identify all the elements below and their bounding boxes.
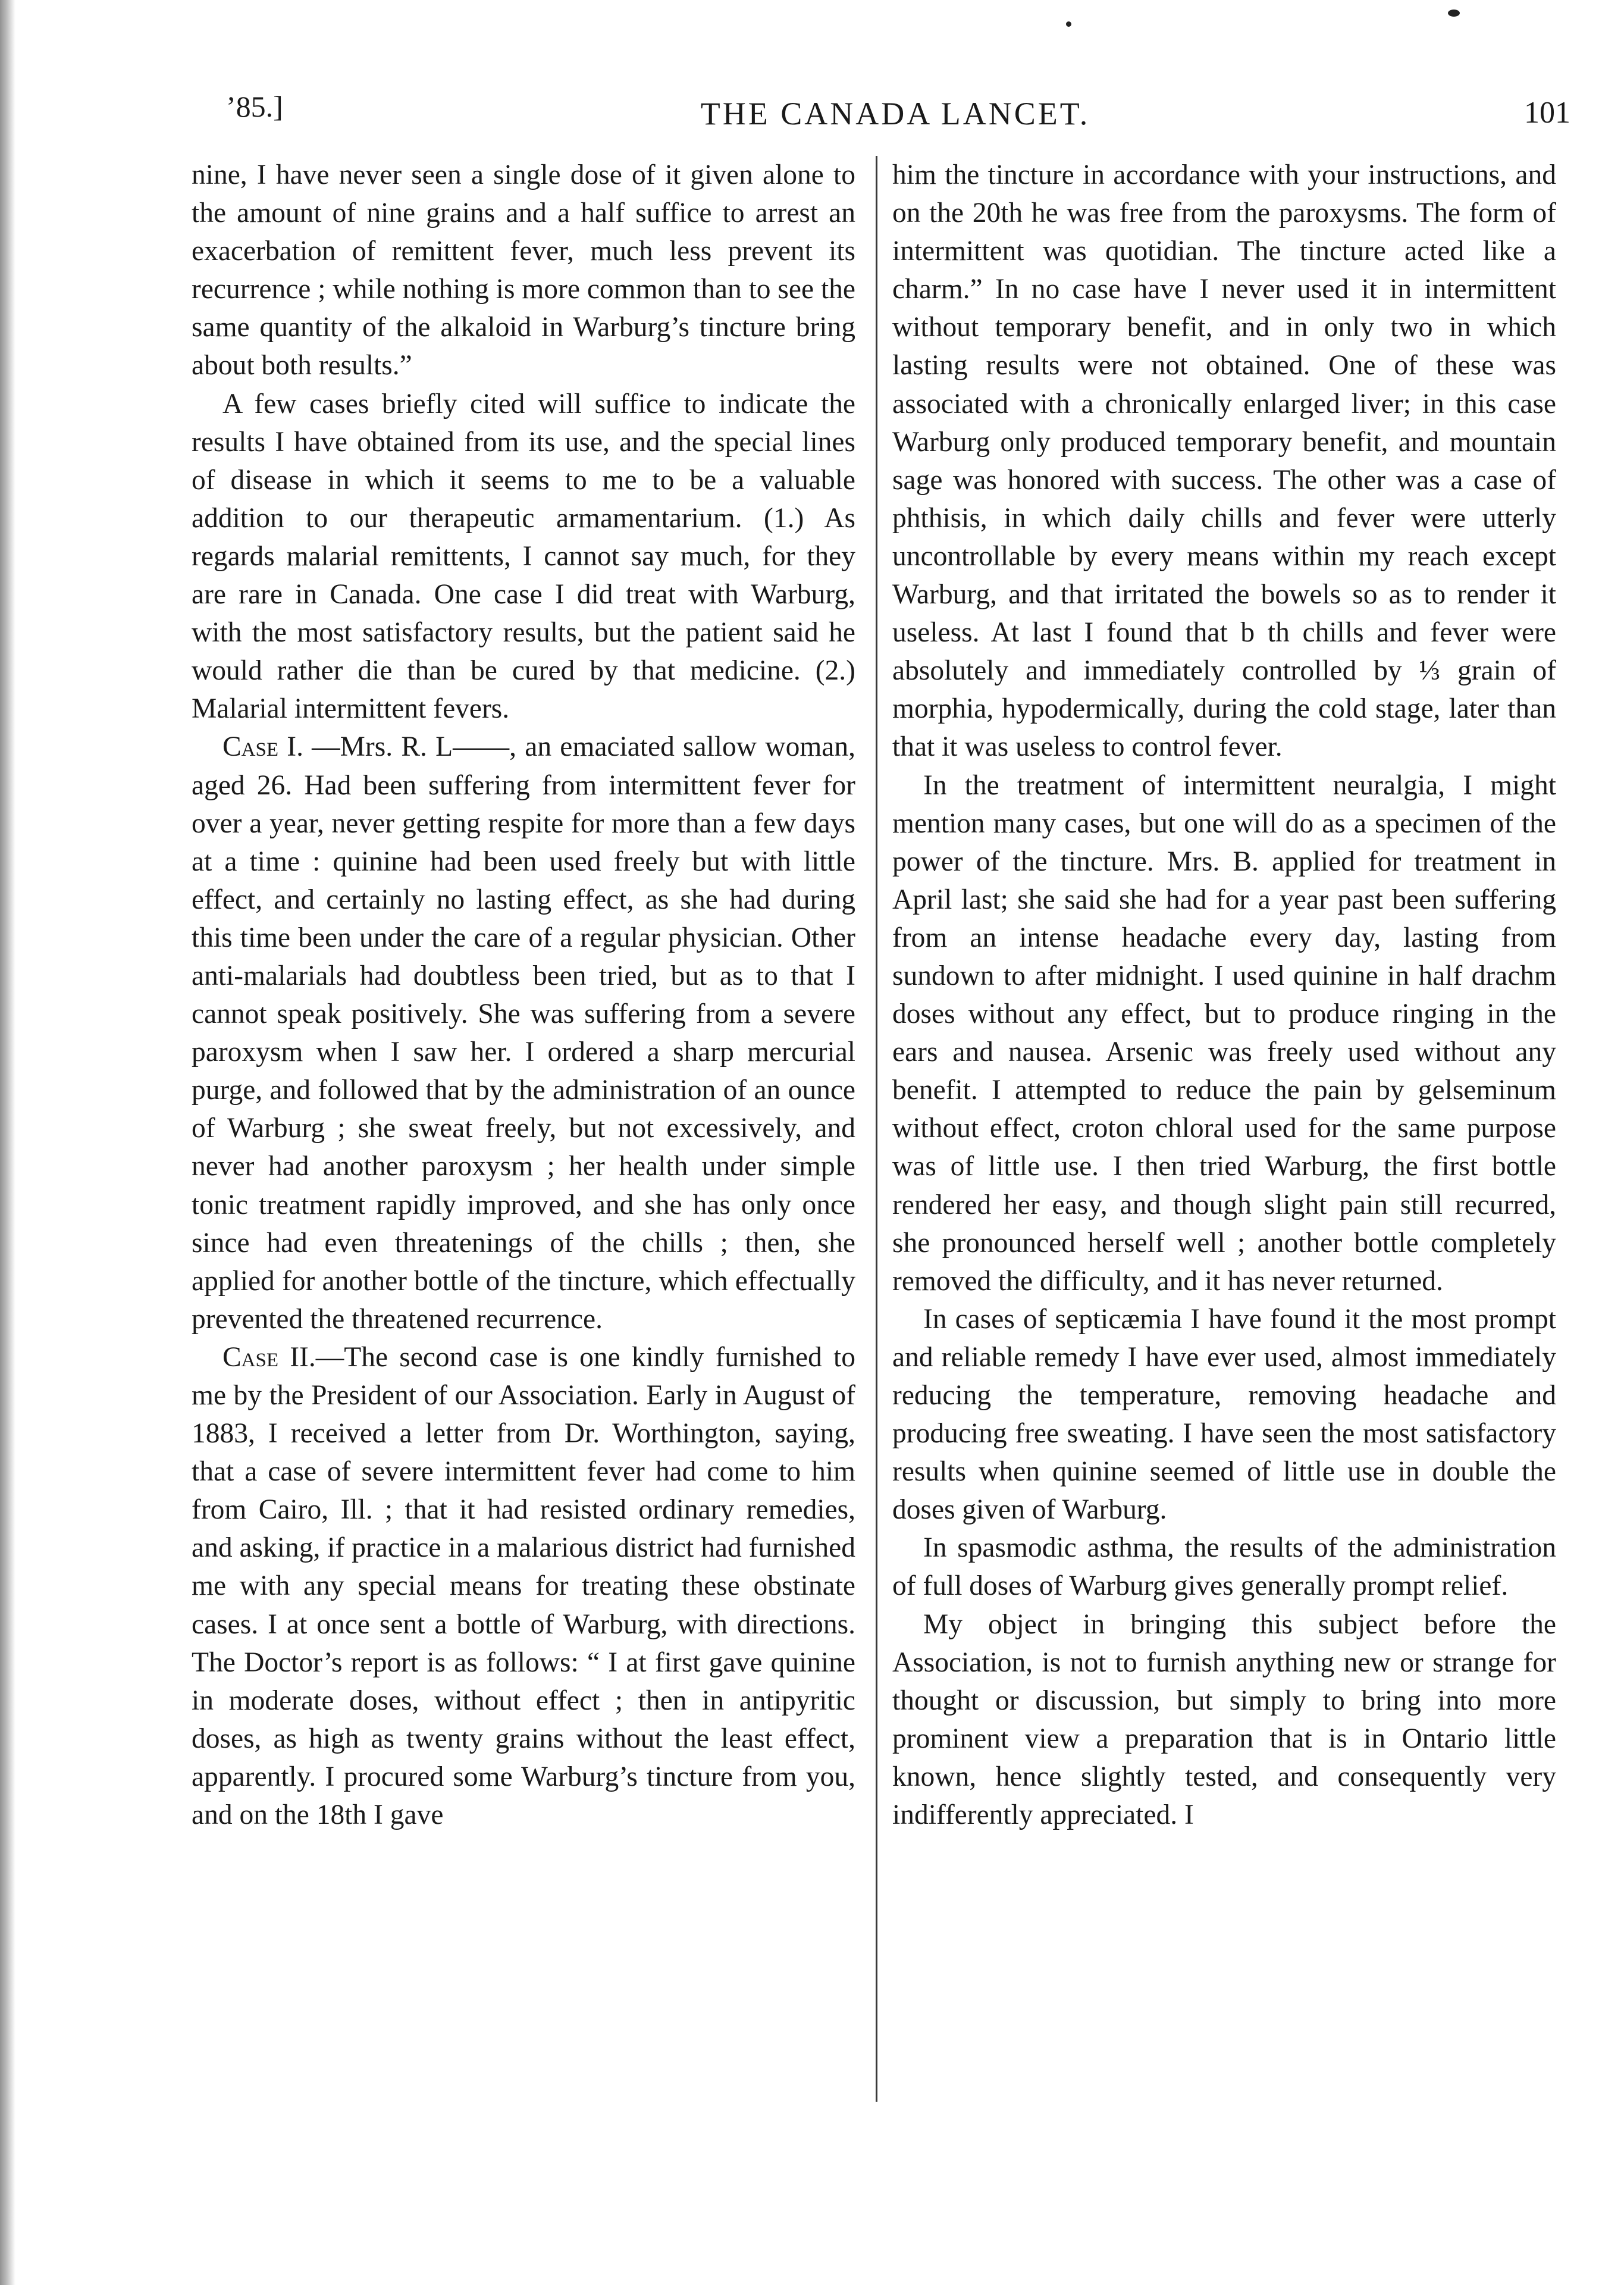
- page-number: 101: [1524, 96, 1570, 130]
- paragraph: My object in bringing this subject before the Association, is not to furnish anything new or strange for thought or discussion, but simply to bring into more prominent view a preparation that is in Ontario little known, hence slightly tested, and consequently very indifferently appreciated. I: [892, 1608, 1556, 1831]
- ink-speck: [1066, 21, 1071, 27]
- paragraph: In cases of septicæmia I have found it the most prompt and reliable remedy I have ever used, almost immediately reducing the temperature, removing headache and producing free sweating. I have seen the most satisfactory results when quinine seemed of little use in double the doses given of Warburg.: [892, 1303, 1556, 1526]
- right-column: [892, 156, 1556, 2179]
- case-two-paragraph: [192, 1338, 855, 1834]
- case-label: Case I.: [222, 731, 303, 763]
- journal-title: THE CANADA LANCET.: [700, 96, 1090, 132]
- running-header: [220, 89, 1570, 143]
- left-column: [192, 156, 855, 2179]
- case-text: —The second case is one kindly furnished to me by the President of our Association. Early in August of 1883, I received a letter from Dr. Worthington, saying, that a case of severe intermittent fever had come to him from Cairo, Ill. ; that it had resisted ordinary remedies, and asking, if practice in a malarious district had furnished me with any special means for treating these obstinate cases. I at once sent a bottle of Warburg, with directions. The Doctor’s report is as follows: “ I at first gave quinine in moderate doses, without effect ; then in antipyritic doses, as high as twenty grains without the least effect, apparently. I procured some Warburg’s tincture from you, and on the 18th I gave: [192, 1341, 855, 1831]
- column-divider: [876, 156, 877, 2102]
- ink-speck: [1448, 10, 1460, 17]
- paragraph: A few cases briefly cited will suffice to indicate the results I have obtained from its use, and the special lines of disease in which it seems to me to be a valuable addition to our therapeutic armamentarium. (1.) As regards malarial remittents, I cannot say much, for they are rare in Canada. One case I did treat with Warburg, with the most satisfactory results, but the patient said he would rather die than be cured by that medicine. (2.) Malarial intermittent fevers.: [192, 388, 855, 725]
- case-text: —Mrs. R. L——, an emaciated sallow woman, aged 26. Had been suffering from intermittent fever for over a year, never getting respite for more than a few days at a time : quinine had been used freely but with little effect, and certainly no lasting effect, as she had during this time been under the care of a regular physician. Other anti-malarials had doubtless been tried, but as to that I cannot speak positively. She was suffering from a severe paroxysm when I saw her. I ordered a sharp mercurial purge, and followed that by the administration of an ounce of Warburg ; she sweat freely, but not excessively, and never had another paroxysm ; her health under simple tonic treatment rapidly improved, and she has only once since had even threatenings of the chills ; then, she applied for another bottle of the tincture, which effectually prevented the threatened recurrence.: [192, 731, 856, 1335]
- case-label: Case II.: [222, 1341, 316, 1373]
- paragraph: In spasmodic asthma, the results of the administration of full doses of Warburg gives generally prompt relief.: [892, 1532, 1556, 1602]
- paragraph: In the treatment of intermittent neuralgia, I might mention many cases, but one will do as a specimen of the power of the tincture. Mrs. B. applied for treatment in April last; she said she had for a year past been suffering from an intense headache every day, lasting from sundown to after midnight. I used quinine in half drachm doses without any effect, but to produce ringing in the ears and nausea. Arsenic was freely used without any benefit. I attempted to reduce the pain by gelseminum without effect, croton chloral used for the same purpose was of little use. I then tried Warburg, the first bottle rendered her easy, and though slight pain still recurred, she pronounced herself well ; another bottle completely removed the difficulty, and it has never returned.: [892, 769, 1556, 1297]
- page-binding-edge: [0, 0, 15, 2285]
- header-year: ’85.]: [226, 90, 283, 123]
- case-one-paragraph: [192, 728, 855, 1338]
- paragraph: him the tincture in accordance with your instructions, and on the 20th he was free from the paroxysms. The form of intermittent was quotidian. The tincture acted like a charm.” In no case have I never used it in intermittent without temporary benefit, and in only two in which lasting results were not obtained. One of these was associated with a chronically enlarged liver; in this case Warburg only produced temporary benefit, and mountain sage was honored with success. The other was a case of phthisis, in which daily chills and fever were utterly uncontrollable by every means within my reach except Warburg, and that irritated the bowels so as to render it useless. At last I found that b th chills and fever were absolutely and immediately controlled by ⅓ grain of morphia, hypodermically, during the cold stage, later than that it was useless to control fever.: [892, 159, 1556, 763]
- paragraph: nine, I have never seen a single dose of it given alone to the amount of nine grains and a half suffice to arrest an exacerbation of remittent fever, much less prevent its recurrence ; while nothing is more common than to see the same quantity of the alkaloid in Warburg’s tincture bring about both results.”: [192, 159, 855, 381]
